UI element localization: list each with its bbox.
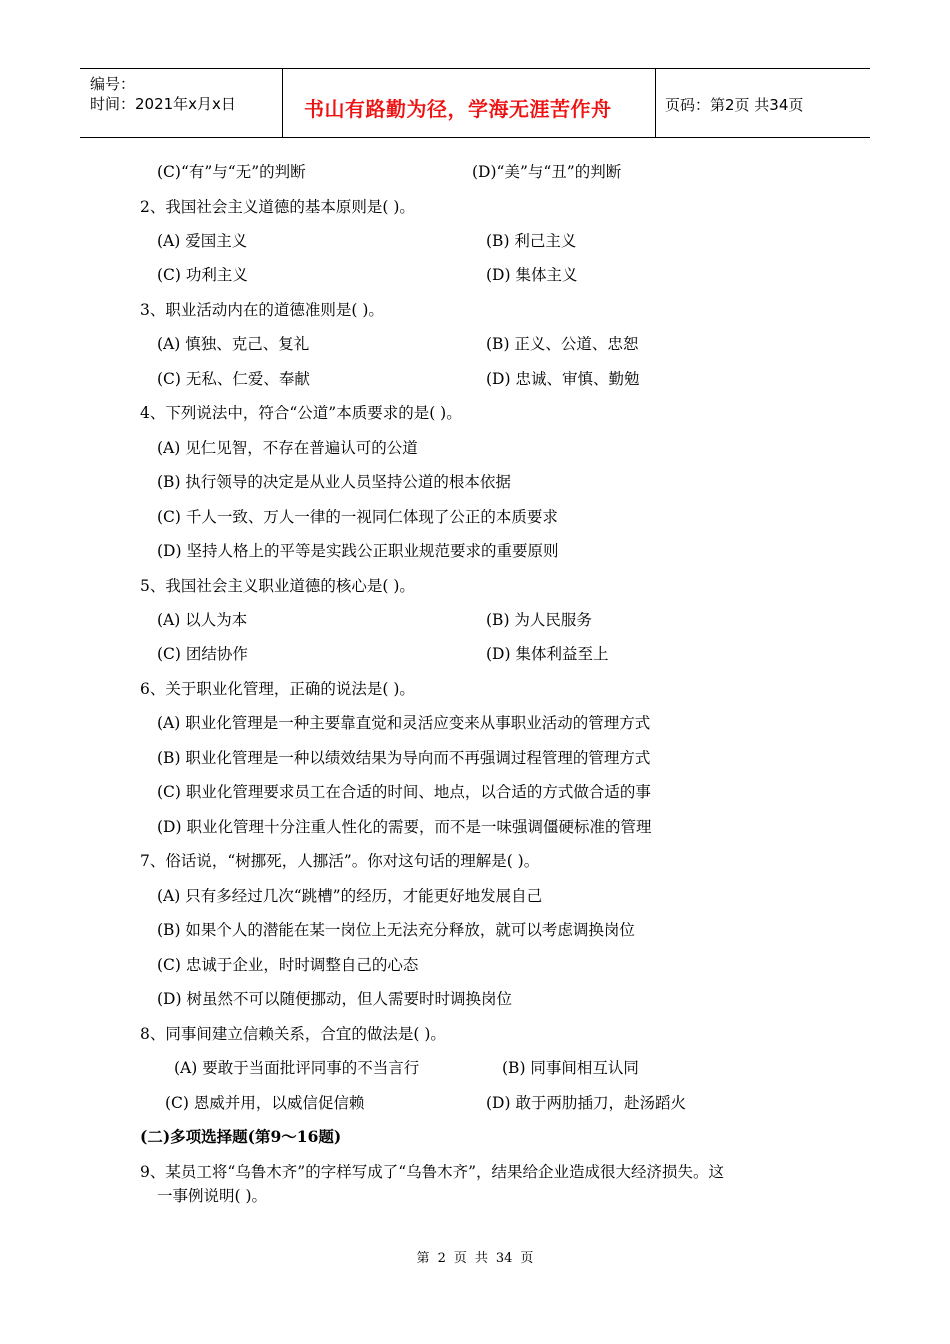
option-text: (D) 忠诚、审慎、勤勉 [486, 370, 640, 388]
option-text: (A) 以人为本 [157, 611, 248, 629]
page-footer [0, 1247, 950, 1266]
option-text: (D) 坚持人格上的平等是实践公正职业规范要求的重要原则 [157, 542, 559, 560]
question-text: 7、俗话说，“树挪死，人挪活”。你对这句话的理解是( )。 [140, 852, 540, 870]
option-text: (B) 为人民服务 [486, 611, 592, 629]
footer-page-number: 2 [437, 1251, 446, 1266]
option-text: (D)“美”与“丑”的判断 [472, 163, 622, 181]
question-text: 4、下列说法中，符合“公道”本质要求的是( )。 [140, 404, 462, 422]
footer-page-word: 第 [416, 1251, 430, 1266]
document-date: 时间：2021年x月x日 [90, 95, 236, 113]
option-text: (A) 慎独、克己、复礼 [157, 335, 310, 353]
option-text: (D) 集体主义 [486, 266, 578, 284]
option-text: (B) 正义、公道、忠恕 [486, 335, 639, 353]
option-text: (A) 职业化管理是一种主要靠直觉和灵活应变来从事职业活动的管理方式 [157, 714, 651, 732]
option-text: (D) 敢于两肋插刀，赴汤蹈火 [486, 1094, 686, 1112]
option-text: (A) 只有多经过几次“跳槽”的经历，才能更好地发展自己 [157, 887, 543, 905]
option-text: (A) 见仁见智，不存在普遍认可的公道 [157, 439, 418, 457]
footer-total-unit: 页 [520, 1251, 534, 1266]
question-text: 8、同事间建立信赖关系，合宜的做法是( )。 [140, 1025, 446, 1043]
option-text: (C) 职业化管理要求员工在合适的时间、地点，以合适的方式做合适的事 [157, 783, 651, 801]
option-text: (B) 同事间相互认同 [502, 1059, 639, 1077]
question-text: 2、我国社会主义道德的基本原则是( )。 [140, 198, 415, 216]
option-text: (B) 利己主义 [486, 232, 577, 250]
header-page-info: 页码：第2页 共34页 [665, 96, 804, 114]
footer-total-word: 共 [474, 1251, 488, 1266]
document-number-label: 编号： [90, 75, 136, 93]
option-text: (C) 功利主义 [157, 266, 248, 284]
option-text: (C) 忠诚于企业，时时调整自己的心态 [157, 956, 419, 974]
header-motto: 书山有路勤为径，学海无涯苦作舟 [304, 97, 612, 121]
question-text: 一事例说明( )。 [157, 1187, 268, 1205]
option-text: (B) 执行领导的决定是从业人员坚持公道的根本依据 [157, 473, 511, 491]
option-text: (C)“有”与“无”的判断 [157, 163, 306, 181]
question-text: 3、职业活动内在的道德准则是( )。 [140, 301, 384, 319]
option-text: (C) 千人一致、万人一律的一视同仁体现了公正的本质要求 [157, 508, 558, 526]
option-text: (C) 恩威并用，以威信促信赖 [165, 1094, 365, 1112]
footer-total-number: 34 [495, 1251, 513, 1266]
question-text: 5、我国社会主义职业道德的核心是( )。 [140, 577, 415, 595]
option-text: (D) 职业化管理十分注重人性化的需要，而不是一味强调僵硬标准的管理 [157, 818, 652, 836]
question-text: 6、关于职业化管理，正确的说法是( )。 [140, 680, 415, 698]
section-heading: (二)多项选择题(第9～16题) [140, 1127, 342, 1146]
option-text: (A) 要敢于当面批评同事的不当言行 [174, 1059, 420, 1077]
option-text: (D) 树虽然不可以随便挪动，但人需要时时调换岗位 [157, 990, 512, 1008]
option-text: (C) 无私、仁爱、奉献 [157, 370, 310, 388]
footer-page-unit: 页 [453, 1251, 467, 1266]
question-text: 9、某员工将“乌鲁木齐”的字样写成了“乌鲁木齐”，结果给企业造成很大经济损失。这 [140, 1163, 725, 1181]
option-text: (D) 集体利益至上 [486, 645, 609, 663]
option-text: (A) 爱国主义 [157, 232, 248, 250]
option-text: (B) 如果个人的潜能在某一岗位上无法充分释放，就可以考虑调换岗位 [157, 921, 635, 939]
option-text: (B) 职业化管理是一种以绩效结果为导向而不再强调过程管理的管理方式 [157, 749, 651, 767]
option-text: (C) 团结协作 [157, 645, 248, 663]
